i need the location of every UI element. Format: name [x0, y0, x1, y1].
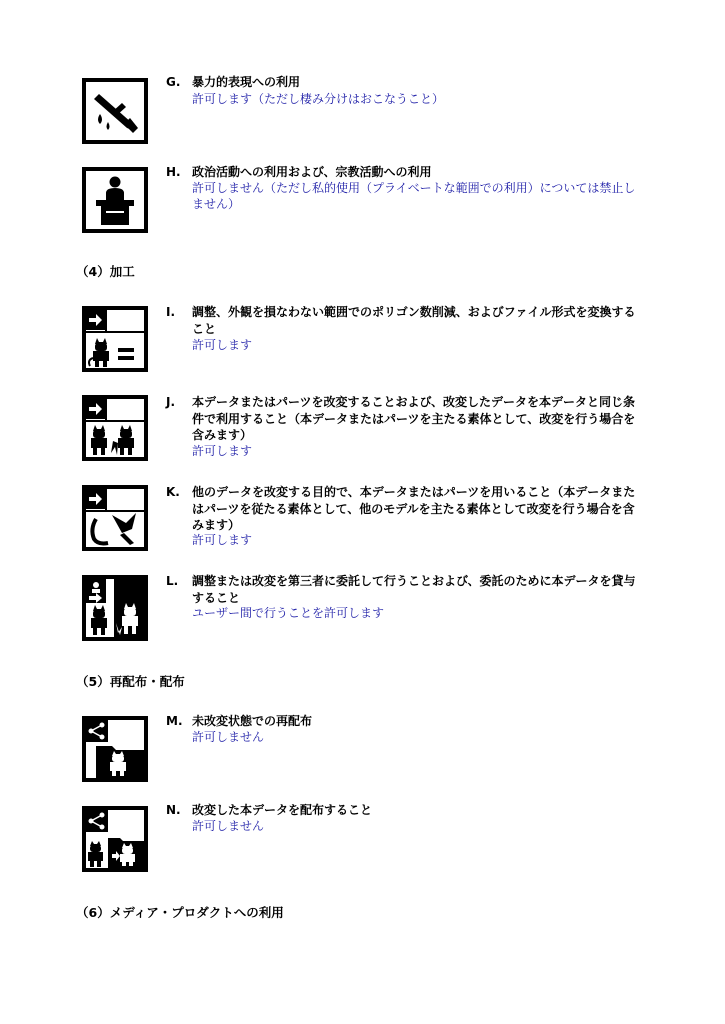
item-letter: G. — [166, 75, 181, 89]
item-title: 改変した本データを配布すること — [192, 803, 373, 817]
item-letter: N. — [166, 803, 181, 817]
item-letter: J. — [166, 395, 176, 409]
item-letter: I. — [166, 305, 176, 319]
item-letter: K. — [166, 485, 180, 499]
item-letter: H. — [166, 165, 181, 179]
item-title: 他のデータを改変する目的で、本データまたはパーツを用いること（本データまたはパーツを従たる素体として、他のモデルを主たる素体として改変を行う場合を含みます） — [192, 485, 636, 532]
adjust-equal-icon — [82, 306, 148, 372]
item-answer: ユーザー間で行うことを許可します — [192, 606, 385, 620]
item-answer: 許可します（ただし棲み分けはおこなうこと） — [192, 92, 445, 106]
section-heading: （5）再配布・配布 — [76, 674, 185, 689]
item-answer: 許可します — [192, 533, 253, 547]
item-letter: L. — [166, 574, 179, 588]
item-title: 未改変状態での再配布 — [192, 714, 313, 728]
item-answer: 許可します — [192, 338, 253, 352]
item-title: 調整、外観を損なわない範囲でのポリゴン数削減、およびファイル形式を変換すること — [192, 305, 636, 336]
item-title: 政治活動への利用および、宗教活動への利用 — [192, 165, 432, 179]
item-answer: 許可しません — [192, 819, 265, 833]
modify-same-icon — [82, 395, 148, 461]
redistribute-unmodified-icon — [82, 716, 148, 782]
section-heading: （6）メディア・プロダクトへの利用 — [76, 905, 284, 920]
item-title: 暴力的表現への利用 — [192, 75, 301, 89]
item-answer: 許可します — [192, 444, 253, 458]
item-title: 調整または改変を第三者に委託して行うことおよび、委託のために本データを貸与すること — [192, 574, 636, 605]
item-title: 本データまたはパーツを改変することおよび、改変したデータを本データと同じ条件で利用すること（本データまたはパーツを主たる素体として、改変を行う場合を含みます） — [192, 395, 636, 442]
delegate-icon — [82, 575, 148, 641]
item-answer: 許可しません（ただし私的使用（プライベートな範囲での利用）については禁止しません） — [192, 181, 636, 211]
item-answer: 許可しません — [192, 730, 265, 744]
politics-podium-icon — [82, 167, 148, 233]
violence-knife-icon — [82, 78, 148, 144]
section-heading: （4）加工 — [76, 264, 135, 279]
item-letter: M. — [166, 714, 183, 728]
modify-other-icon — [82, 485, 148, 551]
redistribute-modified-icon — [82, 806, 148, 872]
